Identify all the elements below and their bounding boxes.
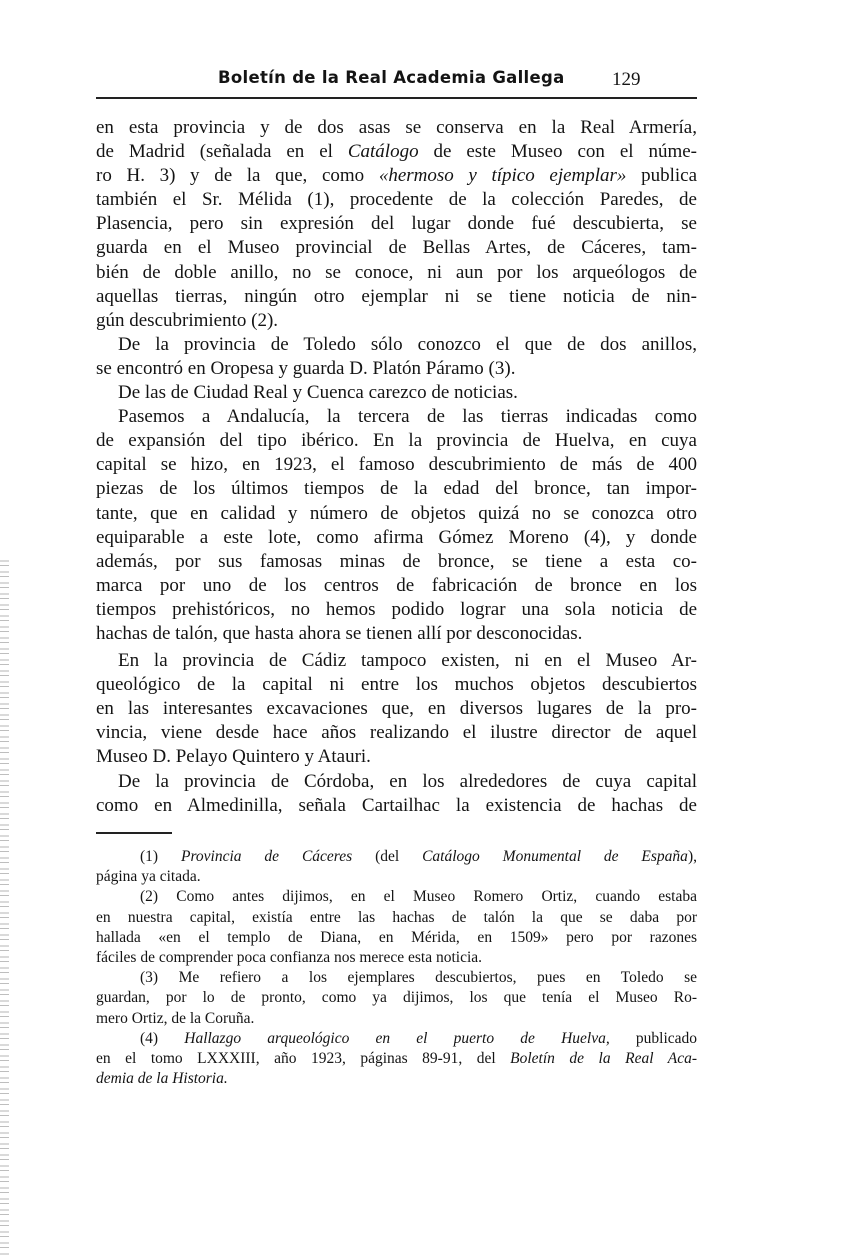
- text-run: en nuestra capital, existía entre las hachas de talón la que se daba por: [96, 908, 697, 926]
- text-line: [96, 847, 697, 867]
- text-line: [96, 745, 697, 769]
- text-run: (4): [140, 1029, 185, 1047]
- text-run: (1): [140, 848, 181, 865]
- text-run: hallada «en el templo de Diana, en Mérida, en 1509» pero por razones: [96, 928, 697, 946]
- text-line: [96, 236, 697, 260]
- paragraph: [96, 116, 697, 333]
- italic-text-run: demia de la Historia.: [96, 1070, 228, 1088]
- text-run: fáciles de comprender poca confianza nos merece esta noticia.: [96, 948, 483, 966]
- text-line: [96, 453, 697, 477]
- text-run: hachas de talón, que hasta ahora se tienen allí por desconocidas.: [96, 622, 583, 644]
- text-line: [96, 1069, 697, 1089]
- text-run: en las interesantes excavaciones que, en diversos lugares de la pro-: [96, 698, 697, 720]
- text-run: como en Almedinilla, señala Cartailhac la existencia de hachas de: [96, 794, 697, 816]
- text-line: [96, 1009, 697, 1029]
- text-run: (3) Me refiero a los ejemplares descubiertos, pues en Toledo se: [140, 969, 697, 987]
- text-run: marca por uno de los centros de fabricación de bronce en los: [96, 574, 697, 596]
- text-run: gún descubrimiento (2).: [96, 309, 279, 331]
- text-run: tante, que en calidad y número de objetos quizá no se conozca otro: [96, 502, 697, 524]
- text-run: de Madrid (señalada en el: [96, 141, 348, 163]
- text-run: (2) Como antes dijimos, en el Museo Romero Ortiz, cuando estaba: [140, 888, 697, 906]
- text-run: mero Ortiz, de la Coruña.: [96, 1009, 255, 1027]
- text-run: publica: [626, 165, 698, 187]
- text-line: [96, 405, 697, 429]
- text-line: [96, 526, 697, 550]
- text-line: [96, 988, 697, 1008]
- text-line: [96, 697, 697, 721]
- text-line: [96, 429, 697, 453]
- text-run: además, por sus famosas minas de bronce, se tiene a esta co-: [96, 550, 697, 572]
- text-run: queológico de la capital ni entre los muchos objetos descubiertos: [96, 674, 697, 696]
- header-rule: [96, 97, 697, 99]
- text-run: equiparable a este lote, como afirma Gómez Moreno (4), y donde: [96, 526, 697, 548]
- scan-binding-edge: [0, 560, 9, 1255]
- text-line: [96, 116, 697, 140]
- text-run: guarda en el Museo provincial de Bellas Artes, de Cáceres, tam-: [96, 237, 697, 259]
- text-line: [96, 867, 697, 887]
- italic-text-run: Catálogo: [347, 141, 419, 163]
- text-line: [96, 968, 697, 988]
- footnote-separator: [96, 832, 172, 834]
- text-run: Pasemos a Andalucía, la tercera de las tierras indicadas como: [118, 406, 697, 428]
- paragraph: [96, 381, 697, 405]
- text-line: [96, 794, 697, 818]
- page-number: 129: [612, 69, 641, 90]
- text-run: ),: [687, 848, 697, 865]
- text-line: [96, 381, 697, 405]
- footnote: [96, 887, 697, 968]
- text-line: [96, 574, 697, 598]
- text-run: De las de Ciudad Real y Cuenca carezco de noticias.: [118, 382, 518, 404]
- text-run: De la provincia de Toledo sólo conozco el que de dos anillos,: [118, 333, 697, 355]
- paragraph: [96, 405, 697, 646]
- paragraph: [96, 649, 697, 769]
- text-line: [96, 673, 697, 697]
- text-line: [96, 477, 697, 501]
- text-line: [96, 887, 697, 907]
- text-line: [96, 285, 697, 309]
- text-line: [96, 908, 697, 928]
- text-line: [96, 212, 697, 236]
- text-line: [96, 502, 697, 526]
- text-run: Museo D. Pelayo Quintero y Atauri.: [96, 746, 371, 768]
- text-run: también el Sr. Mélida (1), procedente de la colección Paredes, de: [96, 189, 697, 211]
- text-run: página ya citada.: [96, 868, 201, 886]
- italic-text-run: Provincia de Cáceres: [180, 848, 353, 865]
- text-line: [96, 309, 697, 333]
- text-run: de expansión del tipo ibérico. En la provincia de Huelva, en cuya: [96, 430, 697, 452]
- text-run: en esta provincia y de dos asas se conserva en la Real Armería,: [96, 117, 697, 138]
- text-run: ro H. 3) y de la que, como: [96, 165, 379, 187]
- italic-text-run: «hermoso y típico ejemplar»: [378, 165, 627, 187]
- text-run: tiempos prehistóricos, no hemos podido lograr una sola noticia de: [96, 598, 697, 620]
- text-run: de este Museo con el núme-: [418, 141, 697, 163]
- text-line: [96, 164, 697, 188]
- text-line: [96, 649, 697, 673]
- text-line: [96, 333, 697, 357]
- text-line: [96, 1049, 697, 1069]
- text-run: capital se hizo, en 1923, el famoso descubrimiento de más de 400: [96, 454, 697, 476]
- body-text: [96, 116, 697, 818]
- italic-text-run: Hallazgo arqueológico en el puerto de Huelva,: [184, 1029, 610, 1047]
- text-line: [96, 622, 697, 646]
- text-line: [96, 357, 697, 381]
- text-run: De la provincia de Córdoba, en los alrededores de cuya capital: [118, 770, 697, 792]
- italic-text-run: Catálogo Monumental de España: [422, 848, 688, 865]
- footnote: [96, 847, 697, 887]
- text-run: En la provincia de Cádiz tampoco existen, ni en el Museo Ar-: [118, 650, 697, 672]
- text-run: (del: [352, 848, 423, 865]
- text-line: [96, 928, 697, 948]
- text-run: vincia, viene desde hace años realizando el ilustre director de aquel: [96, 722, 697, 744]
- text-line: [96, 598, 697, 622]
- text-run: piezas de los últimos tiempos de la edad del bronce, tan impor-: [96, 478, 697, 500]
- text-run: se encontró en Oropesa y guarda D. Platón Páramo (3).: [96, 357, 516, 379]
- text-line: [96, 261, 697, 285]
- text-line: [96, 550, 697, 574]
- text-line: [96, 721, 697, 745]
- text-run: en el tomo LXXXIII, año 1923, páginas 89-91, del: [96, 1049, 511, 1067]
- journal-title: Boletín de la Real Academia Gallega: [218, 68, 565, 87]
- paragraph: [96, 333, 697, 381]
- text-run: Plasencia, pero sin expresión del lugar donde fué descubierta, se: [96, 213, 697, 235]
- text-run: aquellas tierras, ningún otro ejemplar ni se tiene noticia de nin-: [96, 285, 697, 307]
- footnote: [96, 1029, 697, 1090]
- text-run: bién de doble anillo, no se conoce, ni aun por los arqueólogos de: [96, 261, 697, 283]
- text-line: [96, 770, 697, 794]
- footnotes: [96, 847, 697, 1089]
- text-run: guardan, por lo de pronto, como ya dijimos, los que tenía el Museo Ro-: [96, 989, 697, 1007]
- text-run: publicado: [609, 1029, 698, 1047]
- italic-text-run: Boletín de la Real Aca-: [510, 1049, 697, 1067]
- text-line: [96, 140, 697, 164]
- footnote: [96, 968, 697, 1029]
- paragraph: [96, 770, 697, 818]
- text-line: [96, 948, 697, 968]
- text-line: [96, 1029, 697, 1049]
- text-line: [96, 188, 697, 212]
- running-header: [96, 66, 697, 96]
